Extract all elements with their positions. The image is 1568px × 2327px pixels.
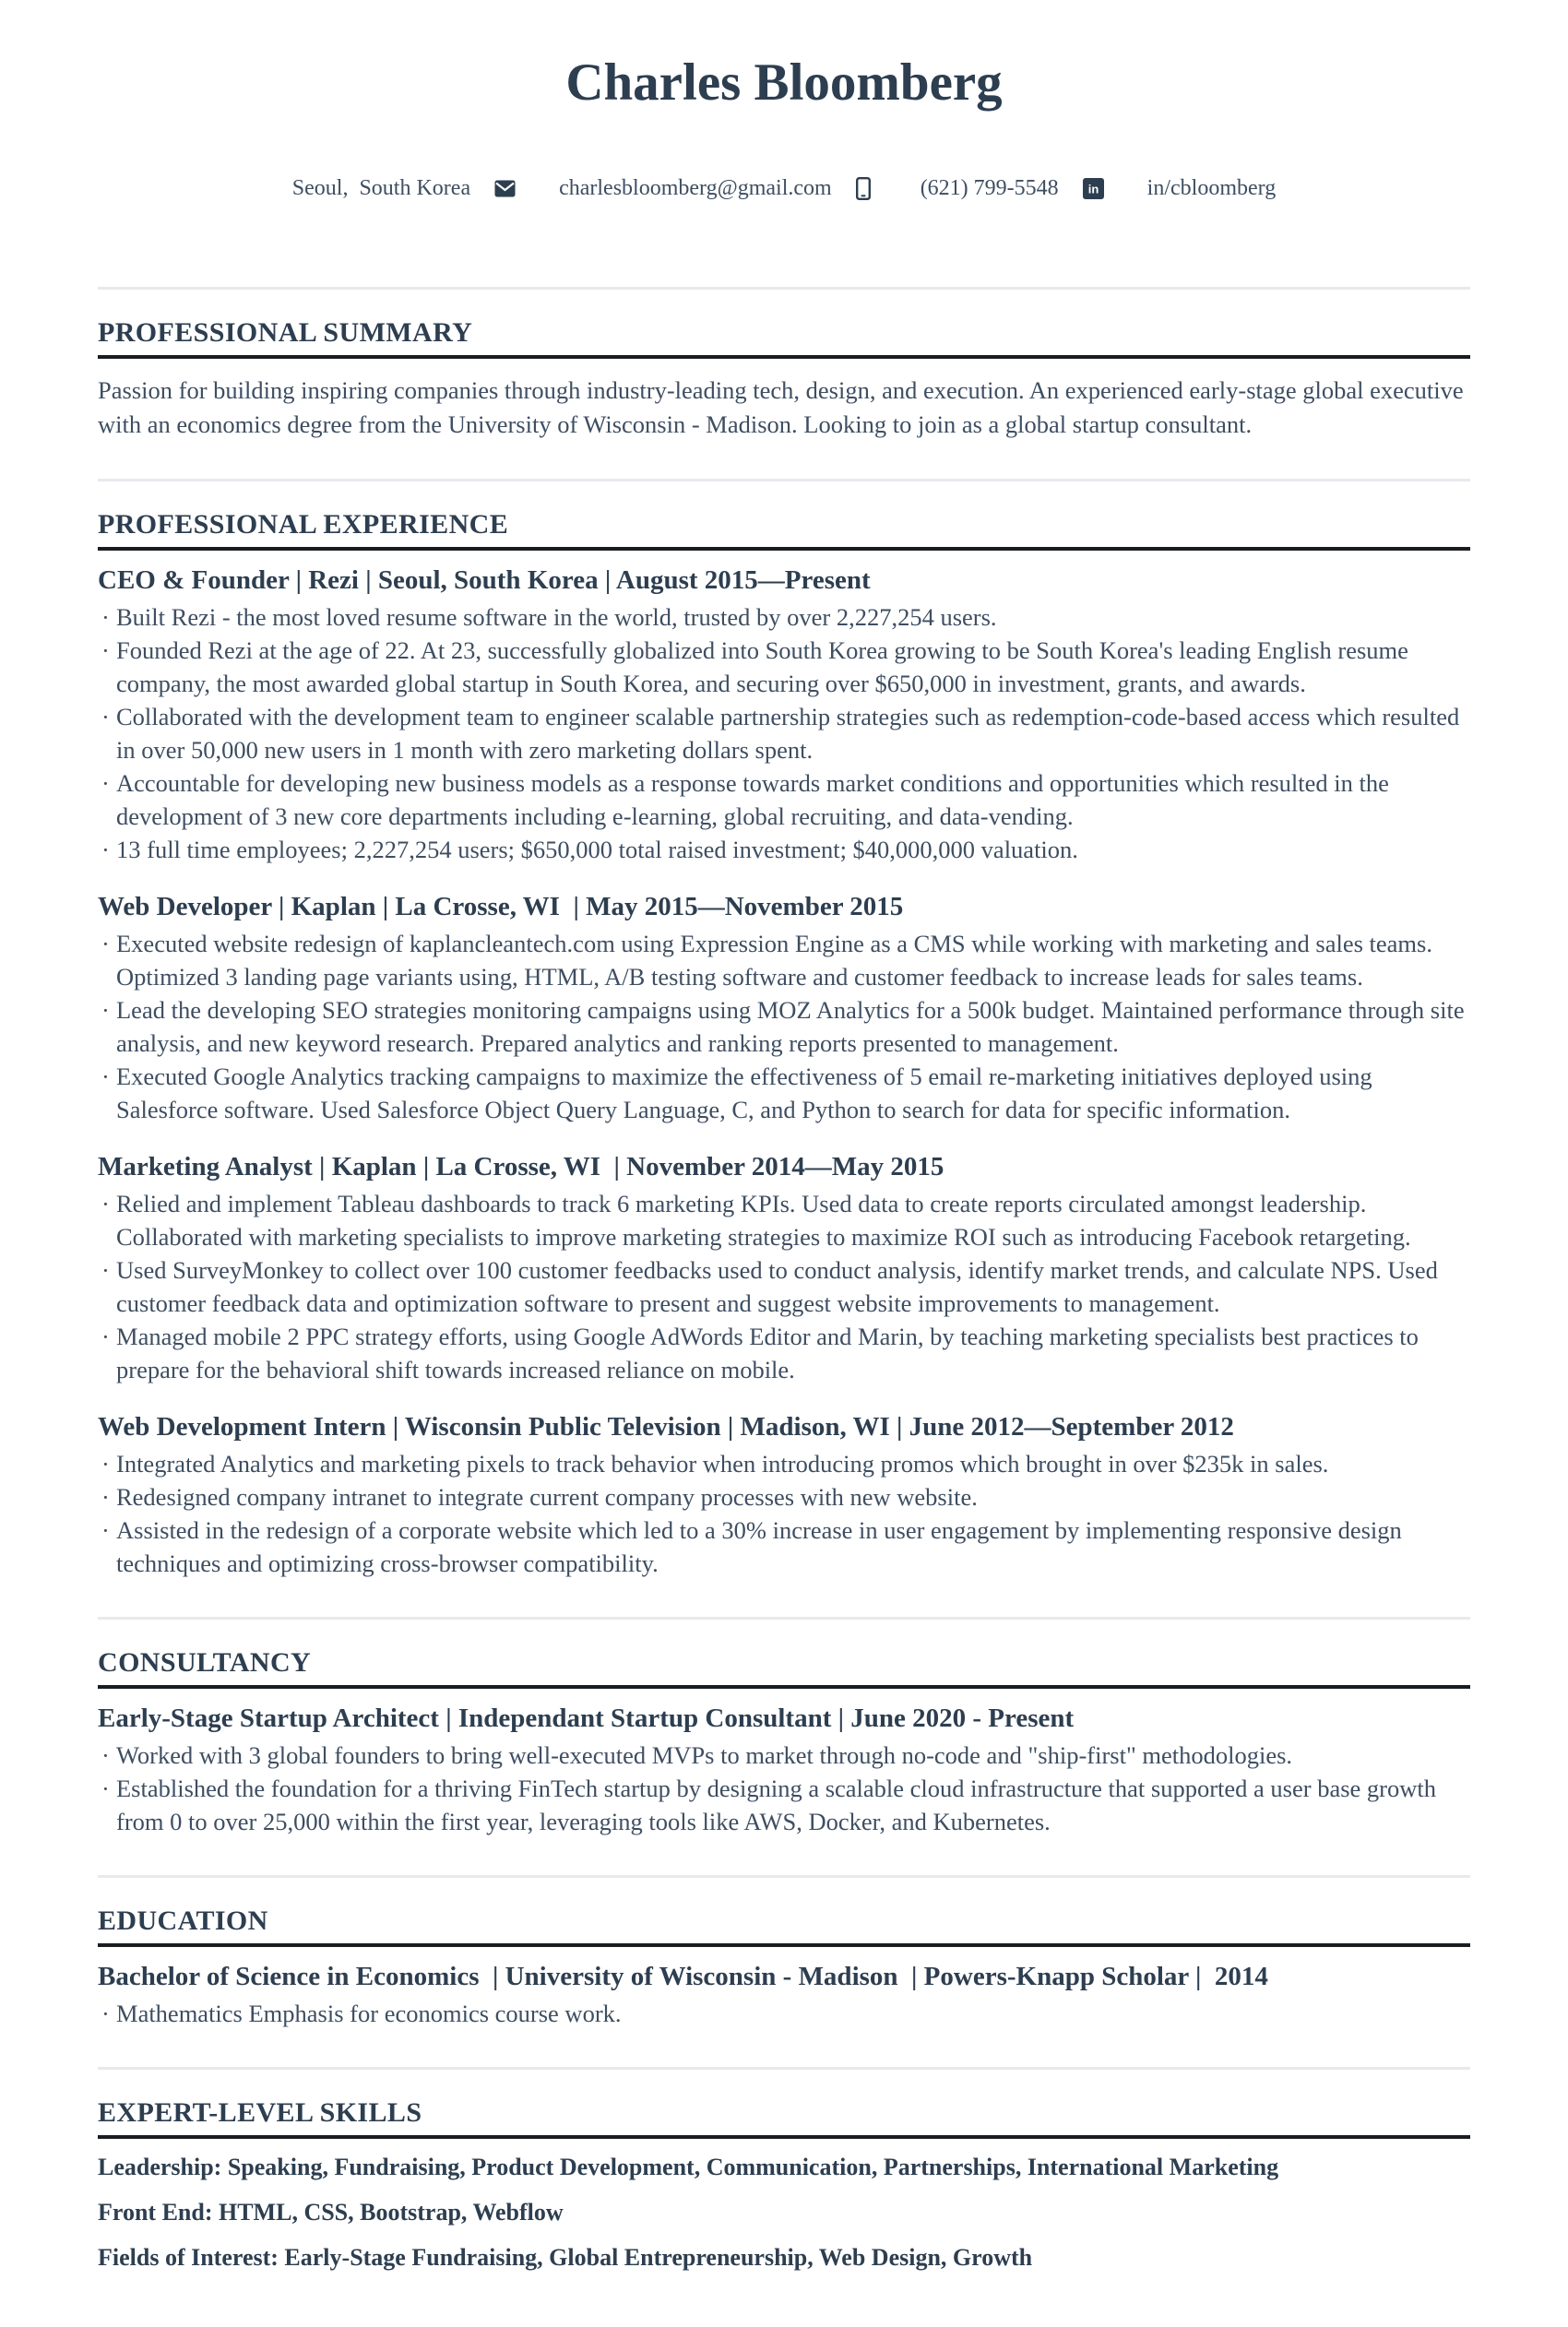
bullet-item: · Executed Google Analytics tracking campaigns to maximize the effectiveness of 5 email re-marketing initiatives deployed using Salesforce software. Used Salesforce Object Query Language, C, and Python to search for data for specific information.: [98, 1060, 1470, 1126]
section-skills: [98, 2097, 1470, 2272]
bullet-item: · Accountable for developing new business models as a response towards market conditions and opportunities which resulted in the development of 3 new core departments including e-learning, global recruiting, and data-vending.: [98, 766, 1470, 833]
bullet-item: · Founded Rezi at the age of 22. At 23, successfully globalized into South Korea growing to be South Korea's leading English resume company, the most awarded global startup in South Korea, and securing over $650,000 in investment, grants, and awards.: [98, 634, 1470, 700]
job-title: Marketing Analyst | Kaplan | La Crosse, WI | November 2014—May 2015: [98, 1151, 944, 1181]
bullet-item: · Worked with 3 global founders to bring well-executed MVPs to market through no-code and "ship-first" methodologies.: [98, 1739, 1470, 1772]
section-professional-experience: [98, 509, 1470, 1580]
contact-linkedin-text: in/cbloomberg: [1146, 175, 1277, 200]
contact-email-text: charlesbloomberg@gmail.com: [559, 175, 832, 200]
section-divider: [98, 1875, 1470, 1878]
skills-line-leadership: Leadership: Speaking, Fundraising, Product Development, Communication, Partnerships, International Marketing: [98, 2153, 1279, 2180]
section-title-summary: PROFESSIONAL SUMMARY: [98, 317, 1470, 359]
email-icon: [494, 130, 550, 247]
bullet-item: · Established the foundation for a thriving FinTech startup by designing a scalable cloud infrastructure that supported a user base growth from 0 to over 25,000 within the first year, leveraging tools like AWS, Docker, and Kubernetes.: [98, 1772, 1470, 1838]
bullet-item: · Managed mobile 2 PPC strategy efforts, using Google AdWords Editor and Marin, by teaching marketing specialists best practices to prepare for the behavioral shift towards increased reliance on mobile.: [98, 1320, 1470, 1386]
resume-header: [98, 53, 1470, 250]
bullet-item: · Redesigned company intranet to integrate current company processes with new website.: [98, 1480, 1470, 1514]
phone-icon: [856, 127, 911, 250]
job-startup-architect: [98, 1704, 1470, 1838]
summary-text: Passion for building inspiring companies through industry-leading tech, design, and execution. An experienced early-stage global executive with an economics degree from the University of Wisconsin - Madison. Looking to join as a global startup consultant.: [98, 375, 1464, 438]
contact-row: [98, 127, 1470, 250]
linkedin-icon: [1083, 128, 1138, 249]
section-divider: [98, 479, 1470, 481]
bullet-item: · Relied and implement Tableau dashboards to track 6 marketing KPIs. Used data to create reports circulated amongst leadership. Collaborated with marketing specialists to improve marketing strategies to maximize ROI such as introducing Facebook retargeting.: [98, 1187, 1470, 1253]
job-title: Web Developer | Kaplan | La Crosse, WI | May 2015—November 2015: [98, 891, 904, 921]
job-title: Early-Stage Startup Architect | Independant Startup Consultant | June 2020 - Present: [98, 1703, 1075, 1733]
bullet-item: · Integrated Analytics and marketing pixels to track behavior when introducing promos which brought in over $235k in sales.: [98, 1447, 1470, 1480]
contact-location: [292, 176, 470, 201]
section-education: [98, 1906, 1470, 2030]
section-title-experience: PROFESSIONAL EXPERIENCE: [98, 509, 1470, 551]
job-ceo-founder: [98, 565, 1470, 866]
bullet-item: · Collaborated with the development team to engineer scalable partnership strategies such as redemption-code-based access which resulted in over 50,000 new users in 1 month with zero marketing dollars spent.: [98, 700, 1470, 766]
bullet-list: [98, 1997, 1470, 2030]
section-consultancy: [98, 1647, 1470, 1838]
contact-phone: [856, 127, 1059, 250]
bullet-item: · Built Rezi - the most loved resume software in the world, trusted by over 2,227,254 users.: [98, 600, 1470, 634]
candidate-name: Charles Bloomberg: [565, 53, 1003, 112]
job-title: Web Development Intern | Wisconsin Public Television | Madison, WI | June 2012—September 2012: [98, 1411, 1234, 1442]
section-professional-summary: [98, 317, 1470, 442]
job-title: CEO & Founder | Rezi | Seoul, South Korea | August 2015—Present: [98, 564, 871, 595]
svg-text:in: in: [1087, 182, 1099, 196]
education-entry: [98, 1962, 1470, 2030]
skills-line-fields-of-interest: Fields of Interest: Early-Stage Fundraising, Global Entrepreneurship, Web Design, Growth: [98, 2243, 1033, 2271]
section-title-education: EDUCATION: [98, 1906, 1470, 1947]
degree-title: Bachelor of Science in Economics | University of Wisconsin - Madison | Powers-Knapp Scholar | 2014: [98, 1961, 1268, 1991]
bullet-list: [98, 600, 1470, 866]
bullet-item: · Assisted in the redesign of a corporate website which led to a 30% increase in user engagement by implementing responsive design techniques and optimizing cross-browser compatibility.: [98, 1514, 1470, 1580]
job-marketing-analyst: [98, 1152, 1470, 1386]
contact-location-text: Seoul, South Korea: [291, 175, 471, 200]
bullet-item: · Used SurveyMonkey to collect over 100 customer feedbacks used to conduct analysis, identify market trends, and calculate NPS. Used customer feedback data and optimization software to present and suggest website improvements to management.: [98, 1253, 1470, 1320]
bullet-item: · Lead the developing SEO strategies monitoring campaigns using MOZ Analytics for a 500k budget. Maintained performance through site analysis, and new keyword research. Prepared analytics and ranking reports presented to management.: [98, 993, 1470, 1060]
bullet-list: [98, 1187, 1470, 1386]
section-divider: [98, 2067, 1470, 2070]
bullet-list: [98, 1739, 1470, 1838]
contact-phone-text: (621) 799-5548: [920, 175, 1059, 200]
contact-email: [494, 130, 832, 247]
bullet-list: [98, 927, 1470, 1126]
skills-line-front-end: Front End: HTML, CSS, Bootstrap, Webflow: [98, 2198, 564, 2226]
section-title-skills: EXPERT-LEVEL SKILLS: [98, 2097, 1470, 2139]
section-divider: [98, 1617, 1470, 1620]
section-title-consultancy: CONSULTANCY: [98, 1647, 1470, 1689]
section-divider: [98, 287, 1470, 290]
job-web-development-intern: [98, 1412, 1470, 1580]
bullet-item: · Executed website redesign of kaplancleantech.com using Expression Engine as a CMS while working with marketing and sales teams. Optimized 3 landing page variants using, HTML, A/B testing software and customer feedback to increase leads for sales teams.: [98, 927, 1470, 993]
job-web-developer: [98, 892, 1470, 1126]
bullet-item: · 13 full time employees; 2,227,254 users; $650,000 total raised investment; $40,000,000 valuation.: [98, 833, 1470, 866]
contact-linkedin: [1083, 128, 1277, 249]
bullet-list: [98, 1447, 1470, 1580]
bullet-item: · Mathematics Emphasis for economics course work.: [98, 1997, 1470, 2030]
